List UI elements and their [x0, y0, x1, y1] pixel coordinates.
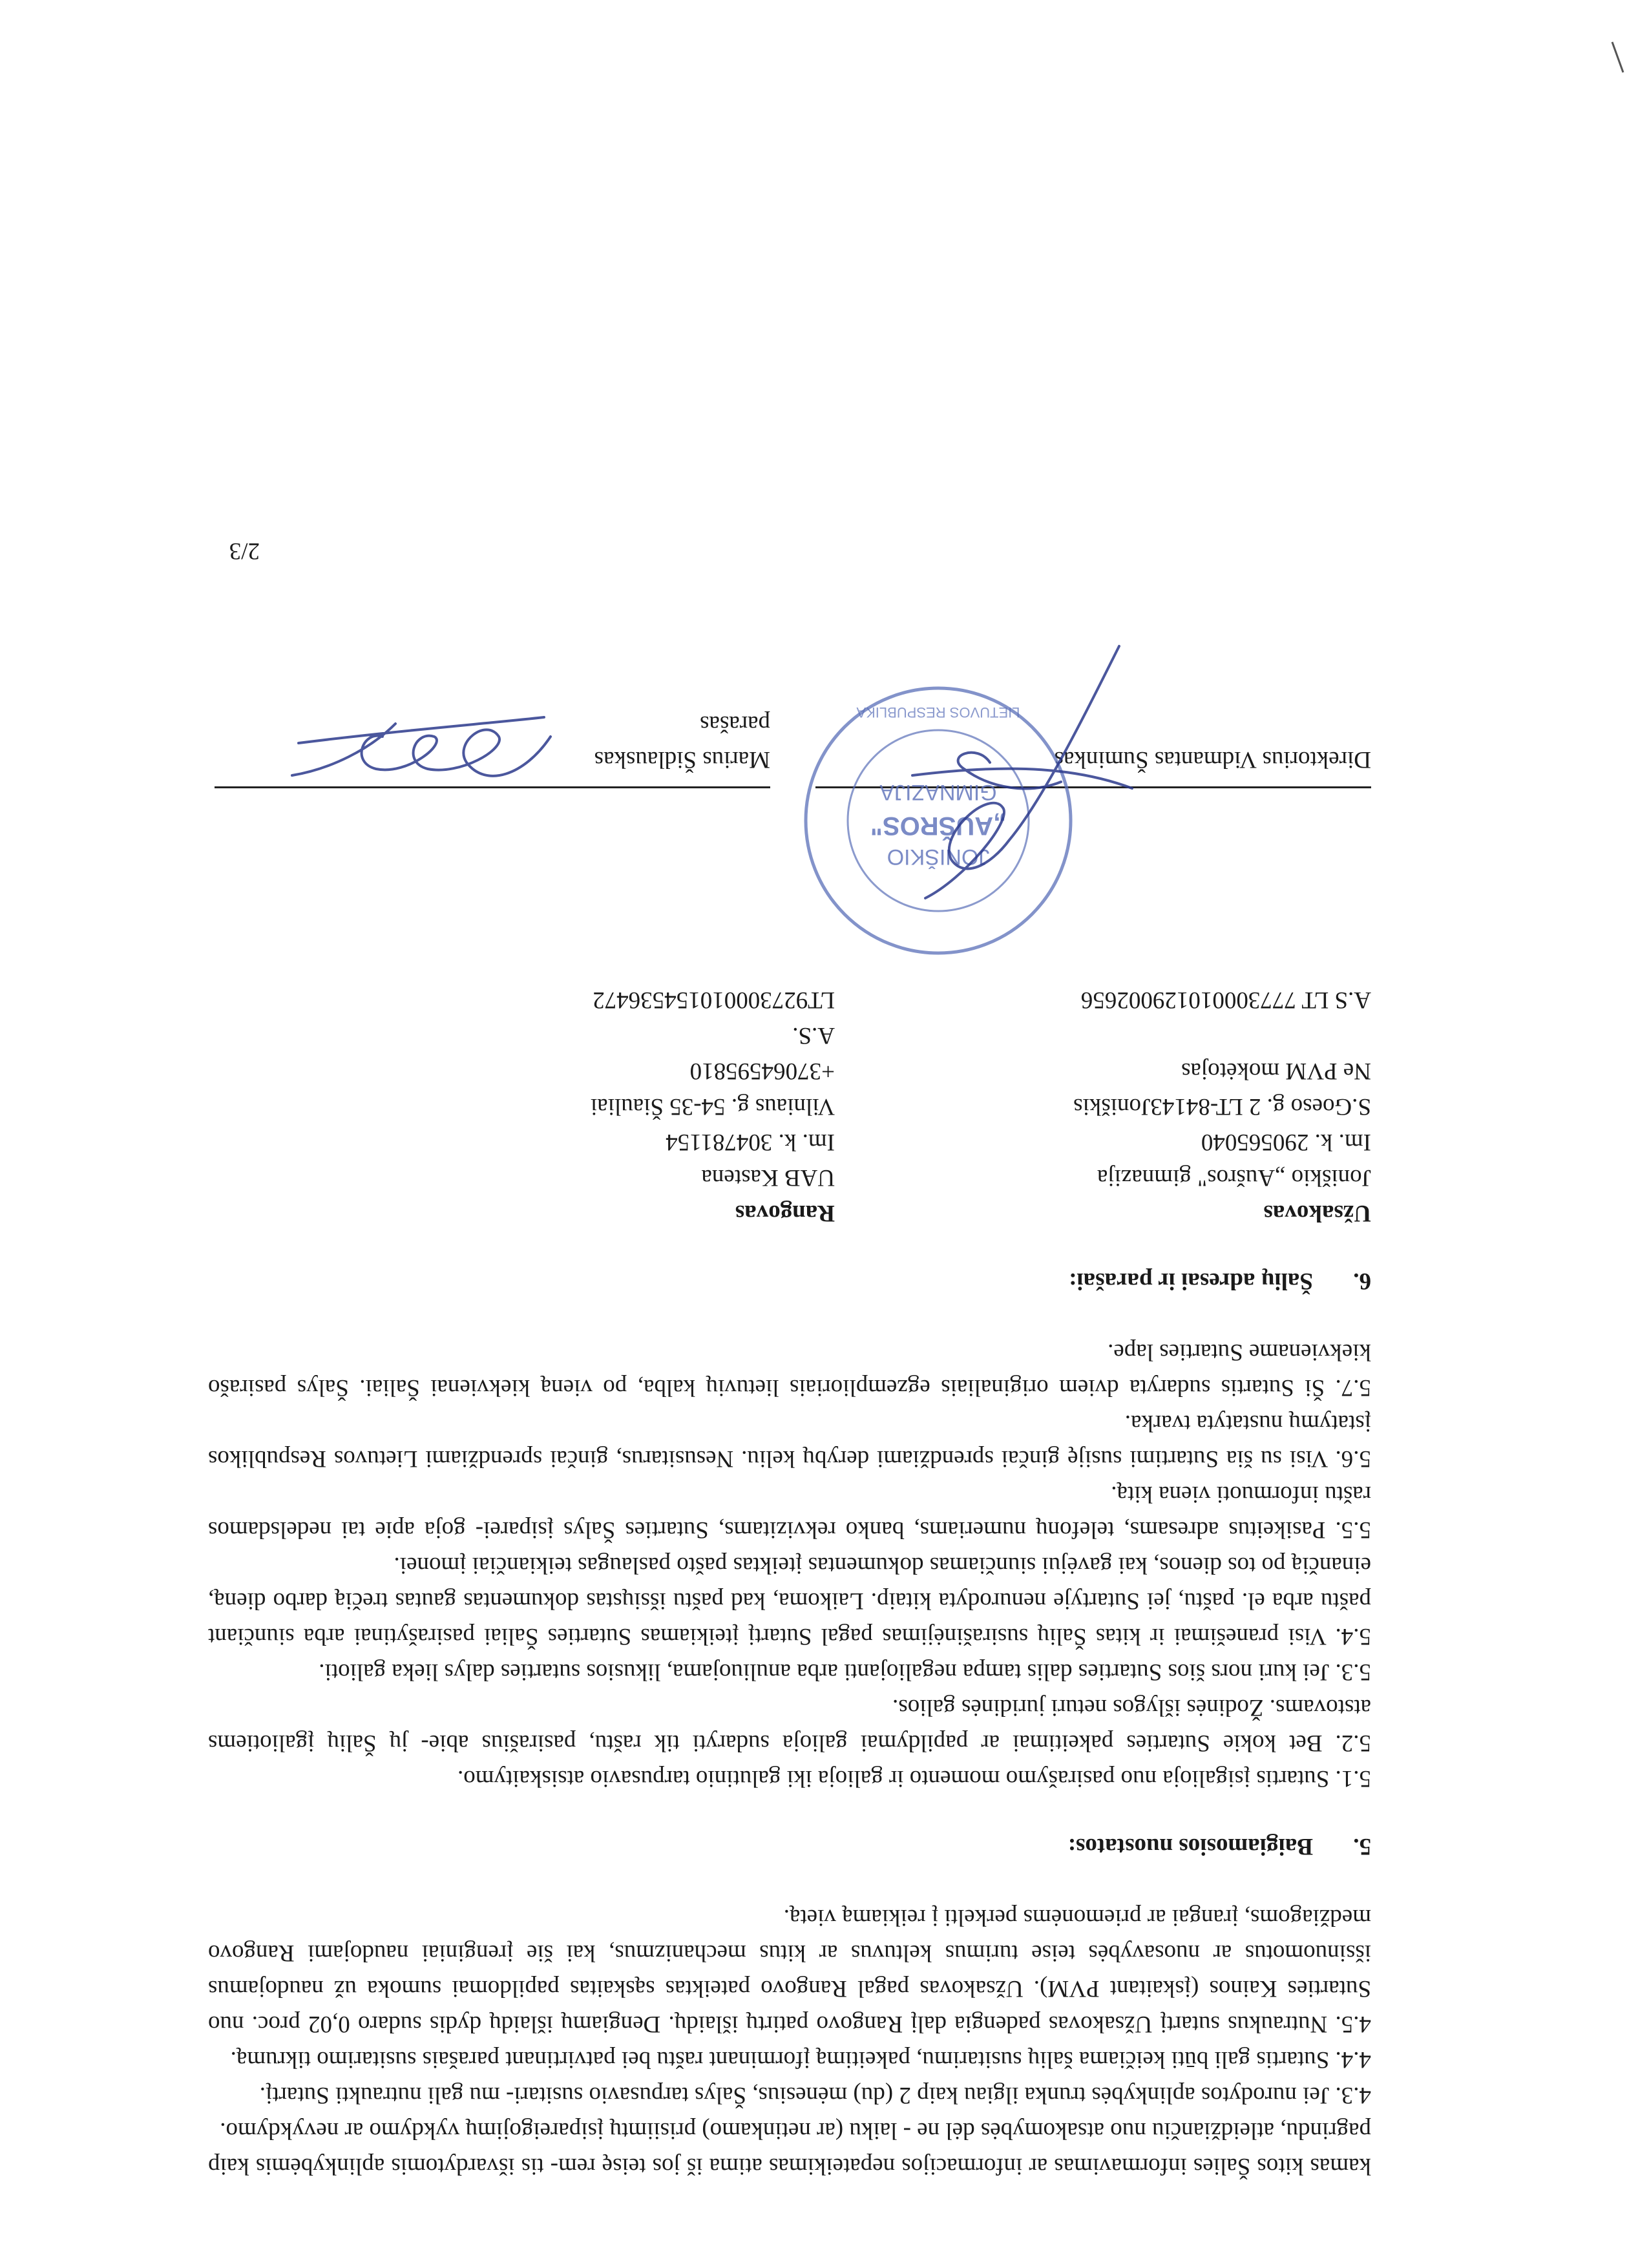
intro-paragraph: kamas kitos Šalies informavimas ar informacijos nepateikimas atima iš jos teisę rem- tis išvardytomis aplinkybėmis kaip pagrindu, atleidžiančiu nuo atsakomybės dėl ne - laiku (ar netinkamo) prisiimtų įsipareigojimų vykdymo ar nevykdymo. [208, 2117, 1371, 2179]
section-6-heading [208, 1263, 1371, 1299]
clause-text: Pasikeitus adresams, telefonų numeriams, banko rekvizitams, Sutarties Šalys įsiparei- goja apie tai nedelsdamos raštu informuoti viena kitą. [208, 1481, 1371, 1543]
section-5-clauses [208, 1334, 1371, 1796]
customer-signature [835, 620, 1158, 918]
contractor-line: Im. k. 304781154 [666, 1129, 835, 1155]
section-5-heading [208, 1829, 1371, 1864]
clause-4-5 [208, 1900, 1371, 2042]
clause-text: Visi pranešimai ir kitas Šalių susirašinėjimas pagal Sutartį įteikiamas Sutarties Šaliai pasirašytinai arba siunčiant paštu arba el. paštu, jei Sutartyje nenurodyta kitaip. Laikoma, kad paštu išsiųstas dokumentas gautas trečią darbo dieną, einančią po tos dienos, kai gavėjui siunčiamas dokumentas įteiktas pašto paslaugas teikiančiai įmonei. [208, 1552, 1371, 1650]
contractor-line: Vilniaus g. 54-35 Šiauliai [590, 1093, 835, 1120]
clause-text: Ši Sutartis sudaryta dviem originaliais egzemplioriais lietuvių kalba, po vieną kiekvienai Šaliai. Šalys pasirašo kiekviename Sutarties lape. [208, 1339, 1371, 1401]
clause-text: Sutartis įsigalioja nuo pasirašymo momento ir galioja iki galutinio tarpusavio atsiskaitymo. [457, 1765, 1330, 1792]
clause-5-3 [208, 1654, 1371, 1690]
contractor-line: +37064595810 [689, 1058, 835, 1084]
section-number: 6. [1353, 1268, 1371, 1294]
clause-number: 5.2. [1335, 1730, 1371, 1756]
stamp-text-mid: „AUŠROS" [870, 812, 1007, 840]
clause-number: 5.1. [1335, 1765, 1371, 1792]
clause-number: 4.4. [1335, 2046, 1371, 2073]
clause-number: 5.4. [1335, 1623, 1371, 1650]
contractor-line: UAB Kastena [701, 1164, 835, 1191]
contractor-header: Rangovas [735, 1200, 835, 1226]
clause-4-4 [208, 2042, 1371, 2077]
clause-text: Sutartis gali būti keičiama šalių susitarimu, pakeitimą įforminant raštu bei patvirtinant parašais susitarimo tikrumą. [230, 2046, 1330, 2073]
scan-mark [1609, 39, 1628, 78]
section-title: Šalių adresai ir parašai: [1069, 1268, 1313, 1294]
signature-area [208, 594, 1371, 869]
stamp-text-ring: LIETUVOS RESPUBLIKA [856, 704, 1020, 720]
clause-5-2 [208, 1690, 1371, 1761]
customer-header: Užsakovas [1263, 1200, 1371, 1226]
clause-number: 5.5. [1335, 1517, 1371, 1543]
clause-text: Jei kuri nors šios Sutarties dalis tampa negaliojanti arba anuliuojama, likusios sutarties dalys lieka galioti. [319, 1659, 1330, 1685]
customer-line: Im. k. 290565040 [1201, 1129, 1371, 1155]
section-title: Baigiamosios nuostatos: [1067, 1833, 1313, 1860]
clause-4-3 [208, 2077, 1371, 2113]
clause-number: 4.3. [1335, 2082, 1371, 2108]
contractor-line: A.S. [792, 1022, 835, 1049]
section-number: 5. [1353, 1833, 1371, 1860]
page-content [208, 533, 1371, 2184]
clause-text: Jei nurodytos aplinkybės trunka ilgiau kaip 2 (du) mėnesius, Šalys tarpusavio susitari- mu gali nutraukti Sutartį. [259, 2082, 1330, 2108]
customer-line: Ne PVM mokėtojas [1181, 1058, 1371, 1084]
clause-text: Visi su šia Sutartimi susiję ginčai sprendžiami derybų keliu. Nesusitarus, ginčai sprendžiami Lietuvos Respublikos įstatymų nustatyta tvarka. [208, 1410, 1371, 1472]
clause-number: 5.7. [1335, 1374, 1371, 1401]
signature-caption: parašas [700, 711, 770, 737]
stamp-text-top: JONIŠKIO [887, 845, 990, 869]
clause-5-4 [208, 1548, 1371, 1654]
customer-line: S.Goeso g. 2 LT-84143Joniškis [1073, 1093, 1371, 1120]
contractor-line: LT927300010154536472 [593, 987, 835, 1013]
stamp-text-bottom: GIMNAZIJA [879, 780, 997, 804]
contractor-signatory: Marius Šidlauskas [594, 746, 770, 773]
clause-text: Bet kokie Sutarties pakeitimai ar papildymai galioja sudaryti tik raštu, pasirašius abie- jų Šalių įgaliotiems atstovams. Žodinės išlygos neturi juridinės galios. [207, 1694, 1371, 1756]
clause-5-5 [208, 1476, 1371, 1548]
contractor-details [299, 982, 835, 1231]
clause-text: Nutraukus sutartį Užsakovas padengia dalį Rangovo patirtų išlaidų. Dengiamų išlaidų dydis sudaro 0,02 proc. nuo Sutarties Kainos (įskaitant PVM). Užsakovas pagal Rangovo pateiktas sąskaitas papildomai sumoka už naudojamus išsinuomotus ar nuosavybės teise turimus keltuvus ar kitus mechanizmus, kai šie įrenginiai naudojami Rangovo medžiagoms, įrangai ar priemonėms perkelti į reikiamą vietą. [207, 1904, 1371, 2037]
customer-signatory: Direktorius Vidmantas Šuminkas [1054, 746, 1371, 773]
customer-line: Joniškio „Aušros" gimnazija [1097, 1164, 1371, 1191]
clause-5-7 [208, 1334, 1371, 1405]
clause-number: 5.3. [1335, 1659, 1371, 1685]
clause-5-6 [208, 1405, 1371, 1476]
clause-number: 4.5. [1335, 2011, 1371, 2037]
section-4-clauses [208, 1900, 1371, 2113]
clause-5-1 [208, 1761, 1371, 1796]
contractor-signature [279, 685, 563, 814]
parties-block [208, 982, 1371, 1231]
customer-details [835, 982, 1371, 1231]
clause-number: 5.6. [1335, 1445, 1371, 1472]
page-number: 2/3 [229, 538, 260, 564]
customer-line: A.S LT 777300010129002656 [1080, 987, 1371, 1013]
